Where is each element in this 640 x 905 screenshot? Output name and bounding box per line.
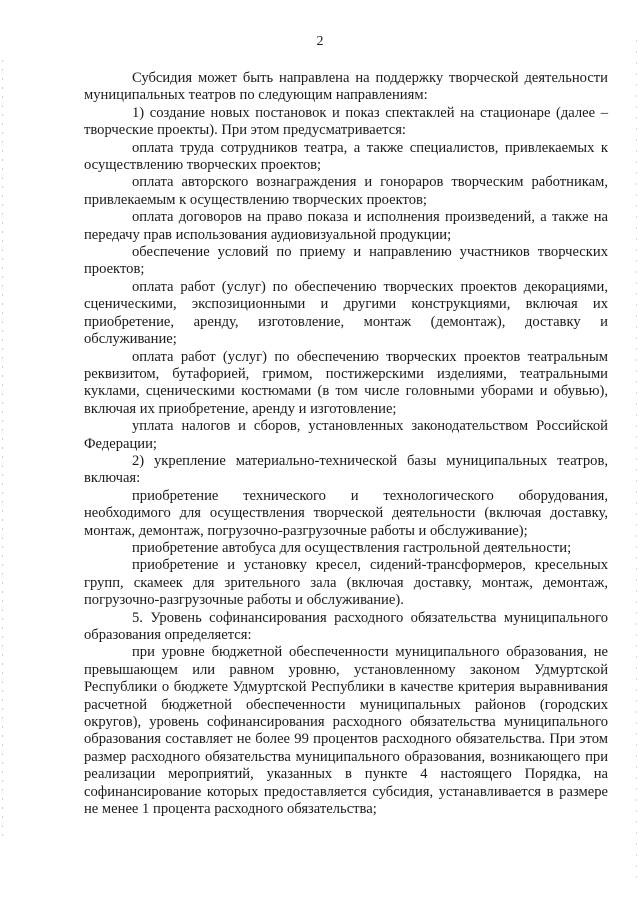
paragraph-equipment-purchase: приобретение технического и технологического оборудования, необходимого для осуществления творческой деятельности (включая доставку, монтаж, демонтаж, погрузочно-разгрузочные работы и обслуживание); — [84, 487, 608, 539]
paragraph-seating-purchase: приобретение и установку кресел, сидений-трансформеров, кресельных групп, скамеек для зрительного зала (включая доставку, монтаж, демонтаж, погрузочно-разгрузочные работы и обслуживание). — [84, 557, 608, 609]
paragraph-author-fees: оплата авторского вознаграждения и гонораров творческим работникам, привлекаемым к осуществлению творческих проектов; — [84, 174, 608, 208]
paragraph-staff-payment: оплата труда сотрудников театра, а также специалистов, привлекаемых к осуществлению творческих проектов; — [84, 139, 608, 174]
paragraph-participants-hosting: обеспечение условий по приему и направлению участников творческих проектов; — [84, 244, 608, 278]
paragraph-performance-rights: оплата договоров на право показа и исполнения произведений, а также на передачу прав использования аудиовизуальной продукции; — [84, 209, 608, 243]
paragraph-item-5-cofinancing: 5. Уровень софинансирования расходного обязательства муниципального образования определяется: — [84, 609, 608, 643]
paragraph-item-2-material-base: 2) укрепление материально-технической базы муниципальных театров, включая: — [84, 452, 608, 487]
paragraph-subsidy-intro: Субсидия может быть направлена на поддержку творческой деятельности муниципальных театров по следующим направлениям: — [84, 70, 608, 104]
paragraph-item-1-new-productions: 1) создание новых постановок и показ спектаклей на стационаре (далее – творческие проекты). При этом предусматривается: — [84, 104, 608, 139]
scan-edge-right — [636, 40, 637, 880]
paragraph-cofinancing-level: при уровне бюджетной обеспеченности муниципального образования, не превышающем или равном уровню, установленному законом Удмуртской Республики о бюджете Удмуртской Республики в качестве критерия выравнивания расчетной бюджетной обеспеченности муниципальных районов (городских округов), уровень софинансирования расходного обязательства муниципального образования составляет не более 99 процентов расходного обязательства. При этом размер расходного обязательства муниципального образования, возникающего при реализации мероприятий, указанных в пункте 4 настоящего Порядка, на софинансирование которых предоставляется субсидия, устанавливается в размере не менее 1 процента расходного обязательства; — [84, 644, 608, 818]
paragraph-taxes: уплата налогов и сборов, установленных законодательством Российской Федерации; — [84, 418, 608, 452]
paragraph-props-costumes: оплата работ (услуг) по обеспечению творческих проектов театральным реквизитом, бутафорией, гримом, постижерскими изделиями, театральными куклами, сценическими костюмами (в том числе головными уборами и обувью), включая их приобретение, аренду и изготовление; — [84, 348, 608, 417]
document-body — [84, 70, 608, 818]
paragraph-bus-purchase: приобретение автобуса для осуществления гастрольной деятельности; — [132, 539, 572, 556]
paragraph-scenery-works: оплата работ (услуг) по обеспечению творческих проектов декорациями, сценическими, экспозиционными и другими конструкциями, включая их приобретение, аренду, изготовление, монтаж (демонтаж), доставку и обслуживание; — [84, 278, 608, 348]
page-number: 2 — [316, 34, 324, 49]
scan-edge-left — [2, 60, 3, 840]
